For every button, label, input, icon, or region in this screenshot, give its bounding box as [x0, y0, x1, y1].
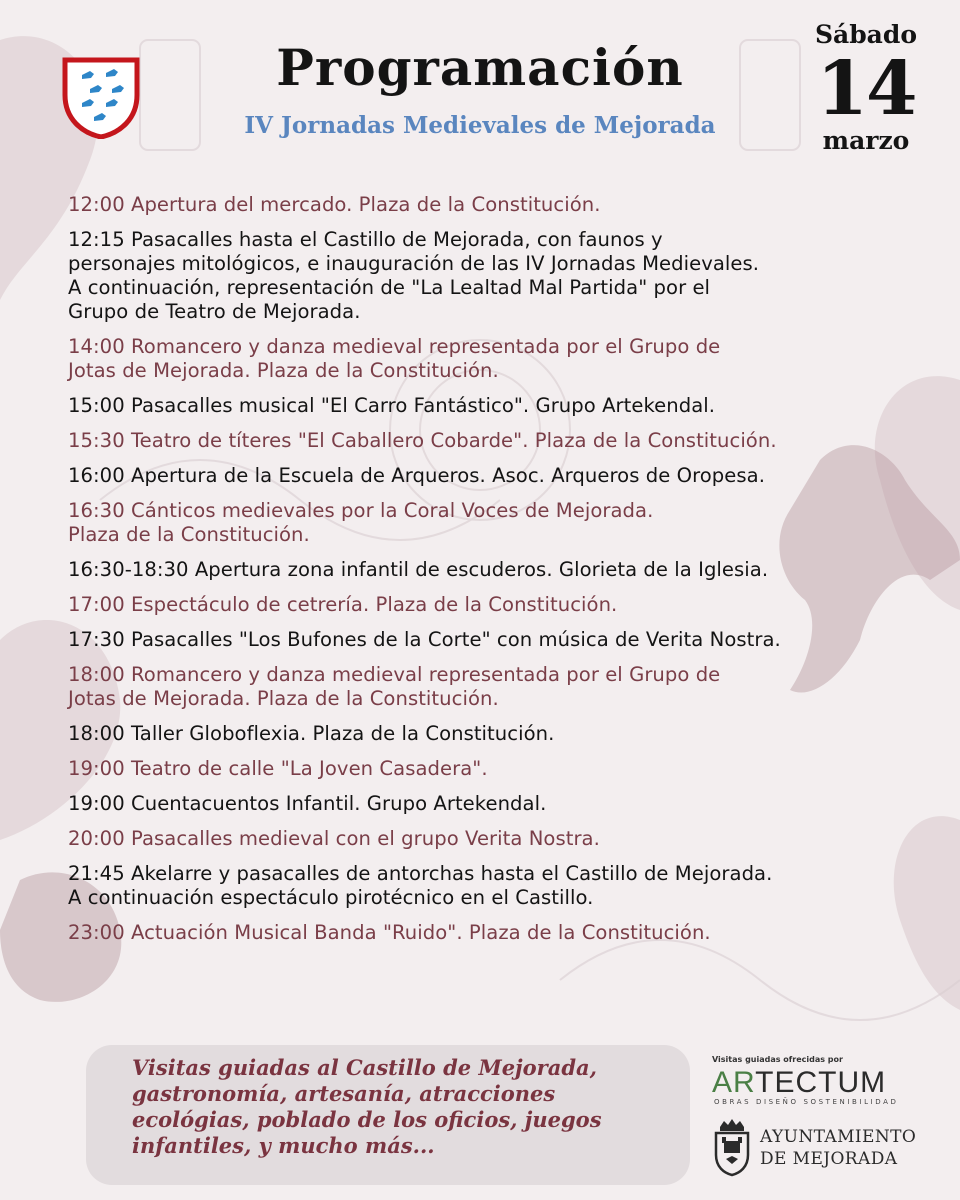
ayuntamiento-name: AYUNTAMIENTO DE MEJORADA — [760, 1127, 917, 1169]
page-title: Programación — [276, 38, 684, 97]
sponsor-note: Visitas guiadas ofrecidas por — [712, 1055, 843, 1064]
promo-text: Visitas guiadas al Castillo de Mejorada, gastronomía, artesanía, atracciones ecológias, poblado de los oficios, juegos infantiles, y mucho más... — [132, 1055, 602, 1158]
program-item: 16:30-18:30 Apertura zona infantil de escuderos. Glorieta de la Iglesia. — [68, 558, 769, 581]
program-item: 23:00 Actuación Musical Banda "Ruido". Plaza de la Constitución. — [68, 921, 711, 944]
program-item: 15:30 Teatro de títeres "El Caballero Cobarde". Plaza de la Constitución. — [68, 429, 777, 452]
artectum-logo-tectum: TECTUM — [755, 1066, 887, 1099]
event-date — [800, 18, 932, 156]
ayuntamiento-crest-icon — [710, 1115, 754, 1177]
program-item: 12:00 Apertura del mercado. Plaza de la Constitución. — [68, 193, 601, 216]
program-item: 17:30 Pasacalles "Los Bufones de la Corte" con música de Verita Nostra. — [68, 628, 781, 651]
program-item: 19:00 Cuentacuentos Infantil. Grupo Artekendal. — [68, 792, 547, 815]
artectum-logo-ar: AR — [712, 1066, 756, 1099]
mejorada-crest-icon — [62, 57, 140, 139]
program-item: 16:30 Cánticos medievales por la Coral Voces de Mejorada. Plaza de la Constitución. — [68, 499, 654, 546]
program-item: 19:00 Teatro de calle "La Joven Casadera". — [68, 757, 488, 780]
promo-box — [86, 1045, 690, 1185]
program-item: 14:00 Romancero y danza medieval representada por el Grupo de Jotas de Mejorada. Plaza de la Constitución. — [68, 335, 721, 382]
page-subtitle: IV Jornadas Medievales de Mejorada — [244, 112, 716, 139]
date-month: marzo — [822, 126, 910, 155]
program-item: 21:45 Akelarre y pasacalles de antorchas hasta el Castillo de Mejorada. A continuación espectáculo pirotécnico en el Castillo. — [68, 862, 773, 909]
program-item: 16:00 Apertura de la Escuela de Arqueros. Asoc. Arqueros de Oropesa. — [68, 464, 765, 487]
program-item: 20:00 Pasacalles medieval con el grupo Verita Nostra. — [68, 827, 600, 850]
artectum-logo — [712, 1068, 886, 1098]
artectum-tagline: OBRAS DISEÑO SOSTENIBILIDAD — [714, 1098, 899, 1106]
program-item: 18:00 Taller Globoflexia. Plaza de la Constitución. — [68, 722, 555, 745]
program-list — [68, 193, 948, 956]
program-item: 18:00 Romancero y danza medieval representada por el Grupo de Jotas de Mejorada. Plaza de la Constitución. — [68, 663, 721, 710]
program-item: 15:00 Pasacalles musical "El Carro Fantástico". Grupo Artekendal. — [68, 394, 716, 417]
program-item: 12:15 Pasacalles hasta el Castillo de Mejorada, con faunos y personajes mitológicos, e inauguración de las IV Jornadas Medievales. A continuación, representación de "La Lealtad Mal Partida" por el Grupo de Teatro de Mejorada. — [68, 228, 760, 323]
date-weekday: Sábado — [814, 20, 918, 49]
date-day: 14 — [816, 46, 916, 132]
program-item: 17:00 Espectáculo de cetrería. Plaza de la Constitución. — [68, 593, 618, 616]
